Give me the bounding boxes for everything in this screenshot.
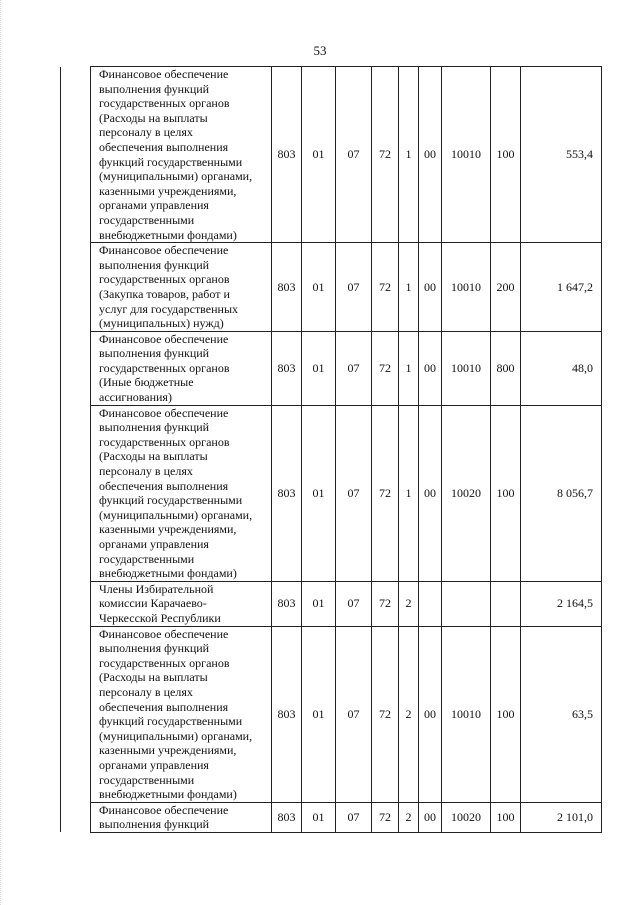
description-line: Финансовое обеспечение bbox=[99, 243, 229, 258]
subprogram-code: 1 bbox=[399, 243, 419, 332]
description-line: выполнения функций bbox=[99, 420, 210, 435]
expense-type-code: 100 bbox=[491, 626, 521, 802]
scan-margin bbox=[0, 0, 11, 905]
table-row bbox=[61, 581, 602, 626]
description-line: комиссии Карачаево- bbox=[99, 596, 207, 611]
section-code: 01 bbox=[302, 581, 336, 626]
row-margin-cell bbox=[61, 626, 91, 802]
direction-code: 10010 bbox=[442, 243, 491, 332]
program-code: 72 bbox=[372, 626, 399, 802]
section-code: 01 bbox=[302, 626, 336, 802]
row-margin-cell bbox=[61, 67, 91, 243]
description-line: Члены Избирательной bbox=[99, 581, 214, 596]
description-line: государственных органов bbox=[99, 655, 230, 670]
description-line: функций государственными bbox=[99, 154, 243, 169]
row-amount: 553,4 bbox=[521, 67, 602, 243]
main-event-code bbox=[419, 581, 442, 626]
row-description bbox=[91, 67, 272, 243]
expense-type-code: 800 bbox=[491, 331, 521, 405]
subsection-code: 07 bbox=[336, 802, 372, 832]
subsection-code: 07 bbox=[336, 405, 372, 581]
row-amount: 1 647,2 bbox=[521, 243, 602, 332]
gr-code: 803 bbox=[272, 331, 302, 405]
description-line: выполнения функций bbox=[99, 817, 210, 832]
description-line: персоналу в целях bbox=[99, 125, 193, 140]
description-line: казенными учреждениями, bbox=[99, 743, 237, 758]
row-description bbox=[91, 405, 272, 581]
row-margin-cell bbox=[61, 802, 91, 832]
direction-code: 10010 bbox=[442, 331, 491, 405]
row-margin-cell bbox=[61, 581, 91, 626]
main-event-code: 00 bbox=[419, 802, 442, 832]
program-code: 72 bbox=[372, 405, 399, 581]
description-line: ассигнования) bbox=[99, 390, 172, 405]
description-line: государственных органов bbox=[99, 96, 230, 111]
program-code: 72 bbox=[372, 67, 399, 243]
main-event-code: 00 bbox=[419, 67, 442, 243]
expense-type-code: 100 bbox=[491, 802, 521, 832]
subsection-code: 07 bbox=[336, 243, 372, 332]
description-line: (Расходы на выплаты bbox=[99, 449, 208, 464]
direction-code bbox=[442, 581, 491, 626]
description-line: внебюджетными фондами) bbox=[99, 566, 237, 581]
gr-code: 803 bbox=[272, 581, 302, 626]
table-row bbox=[61, 405, 602, 581]
subsection-code: 07 bbox=[336, 626, 372, 802]
gr-code: 803 bbox=[272, 626, 302, 802]
subprogram-code: 1 bbox=[399, 67, 419, 243]
subprogram-code: 2 bbox=[399, 802, 419, 832]
subprogram-code: 1 bbox=[399, 405, 419, 581]
description-line: выполнения функций bbox=[99, 346, 210, 361]
description-line: выполнения функций bbox=[99, 81, 210, 96]
program-code: 72 bbox=[372, 243, 399, 332]
direction-code: 10020 bbox=[442, 802, 491, 832]
row-amount: 48,0 bbox=[521, 331, 602, 405]
subprogram-code: 2 bbox=[399, 581, 419, 626]
description-line: Финансовое обеспечение bbox=[99, 405, 229, 420]
description-line: внебюджетными фондами) bbox=[99, 787, 237, 802]
program-code: 72 bbox=[372, 331, 399, 405]
row-amount: 2 101,0 bbox=[521, 802, 602, 832]
description-line: (Расходы на выплаты bbox=[99, 110, 208, 125]
description-line: персоналу в целях bbox=[99, 684, 193, 699]
description-line: органами управления bbox=[99, 198, 209, 213]
row-margin-cell bbox=[61, 405, 91, 581]
section-code: 01 bbox=[302, 331, 336, 405]
description-line: услуг для государственных bbox=[99, 301, 239, 316]
subsection-code: 07 bbox=[336, 67, 372, 243]
subprogram-code: 1 bbox=[399, 331, 419, 405]
expense-type-code: 200 bbox=[491, 243, 521, 332]
subsection-code: 07 bbox=[336, 581, 372, 626]
subsection-code: 07 bbox=[336, 331, 372, 405]
description-line: государственными bbox=[99, 212, 195, 227]
row-margin-cell bbox=[61, 243, 91, 332]
expense-type-code bbox=[491, 581, 521, 626]
row-description bbox=[91, 626, 272, 802]
description-line: внебюджетными фондами) bbox=[99, 227, 237, 242]
section-code: 01 bbox=[302, 67, 336, 243]
section-code: 01 bbox=[302, 405, 336, 581]
table-row bbox=[61, 243, 602, 332]
row-description bbox=[91, 331, 272, 405]
row-amount: 2 164,5 bbox=[521, 581, 602, 626]
gr-code: 803 bbox=[272, 405, 302, 581]
main-event-code: 00 bbox=[419, 243, 442, 332]
program-code: 72 bbox=[372, 581, 399, 626]
table-row bbox=[61, 331, 602, 405]
description-line: государственных органов bbox=[99, 272, 230, 287]
main-event-code: 00 bbox=[419, 331, 442, 405]
expense-type-code: 100 bbox=[491, 67, 521, 243]
row-description bbox=[91, 581, 272, 626]
description-line: казенными учреждениями, bbox=[99, 522, 237, 537]
program-code: 72 bbox=[372, 802, 399, 832]
description-line: (муниципальными) органами, bbox=[99, 728, 253, 743]
description-line: (муниципальными) органами, bbox=[99, 169, 253, 184]
row-margin-cell bbox=[61, 331, 91, 405]
description-line: казенными учреждениями, bbox=[99, 183, 237, 198]
gr-code: 803 bbox=[272, 243, 302, 332]
description-line: (Расходы на выплаты bbox=[99, 670, 208, 685]
budget-table bbox=[60, 66, 602, 833]
main-event-code: 00 bbox=[419, 405, 442, 581]
description-line: Финансовое обеспечение bbox=[99, 626, 229, 641]
expense-type-code: 100 bbox=[491, 405, 521, 581]
description-line: (Закупка товаров, работ и bbox=[99, 286, 230, 301]
description-line: Финансовое обеспечение bbox=[99, 331, 229, 346]
description-line: (муниципальных) нужд) bbox=[99, 316, 224, 331]
row-amount: 63,5 bbox=[521, 626, 602, 802]
subprogram-code: 2 bbox=[399, 626, 419, 802]
description-line: Финансовое обеспечение bbox=[99, 67, 229, 81]
gr-code: 803 bbox=[272, 67, 302, 243]
table-row bbox=[61, 67, 602, 243]
description-line: государственными bbox=[99, 551, 195, 566]
description-line: (Иные бюджетные bbox=[99, 375, 194, 390]
description-line: обеспечения выполнения bbox=[99, 699, 229, 714]
direction-code: 10010 bbox=[442, 67, 491, 243]
description-line: обеспечения выполнения bbox=[99, 478, 229, 493]
description-line: Финансовое обеспечение bbox=[99, 802, 229, 817]
description-line: государственных органов bbox=[99, 360, 230, 375]
description-line: выполнения функций bbox=[99, 641, 210, 656]
direction-code: 10010 bbox=[442, 626, 491, 802]
description-line: функций государственными bbox=[99, 714, 243, 729]
description-line: персоналу в целях bbox=[99, 464, 193, 479]
description-line: органами управления bbox=[99, 757, 209, 772]
gr-code: 803 bbox=[272, 802, 302, 832]
row-description bbox=[91, 802, 272, 832]
table-row bbox=[61, 626, 602, 802]
description-line: выполнения функций bbox=[99, 257, 210, 272]
table-row bbox=[61, 802, 602, 832]
section-code: 01 bbox=[302, 243, 336, 332]
description-line: функций государственными bbox=[99, 493, 243, 508]
description-line: органами управления bbox=[99, 537, 209, 551]
row-amount: 8 056,7 bbox=[521, 405, 602, 581]
description-line: обеспечения выполнения bbox=[99, 139, 229, 154]
direction-code: 10020 bbox=[442, 405, 491, 581]
description-line: (муниципальными) органами, bbox=[99, 507, 253, 522]
description-line: Черкесской Республики bbox=[99, 610, 221, 625]
row-description bbox=[91, 243, 272, 332]
description-line: государственных органов bbox=[99, 434, 230, 449]
description-line: государственными bbox=[99, 772, 195, 787]
budget-table-body bbox=[61, 67, 602, 833]
section-code: 01 bbox=[302, 802, 336, 832]
page-number: 53 bbox=[313, 43, 327, 58]
main-event-code: 00 bbox=[419, 626, 442, 802]
